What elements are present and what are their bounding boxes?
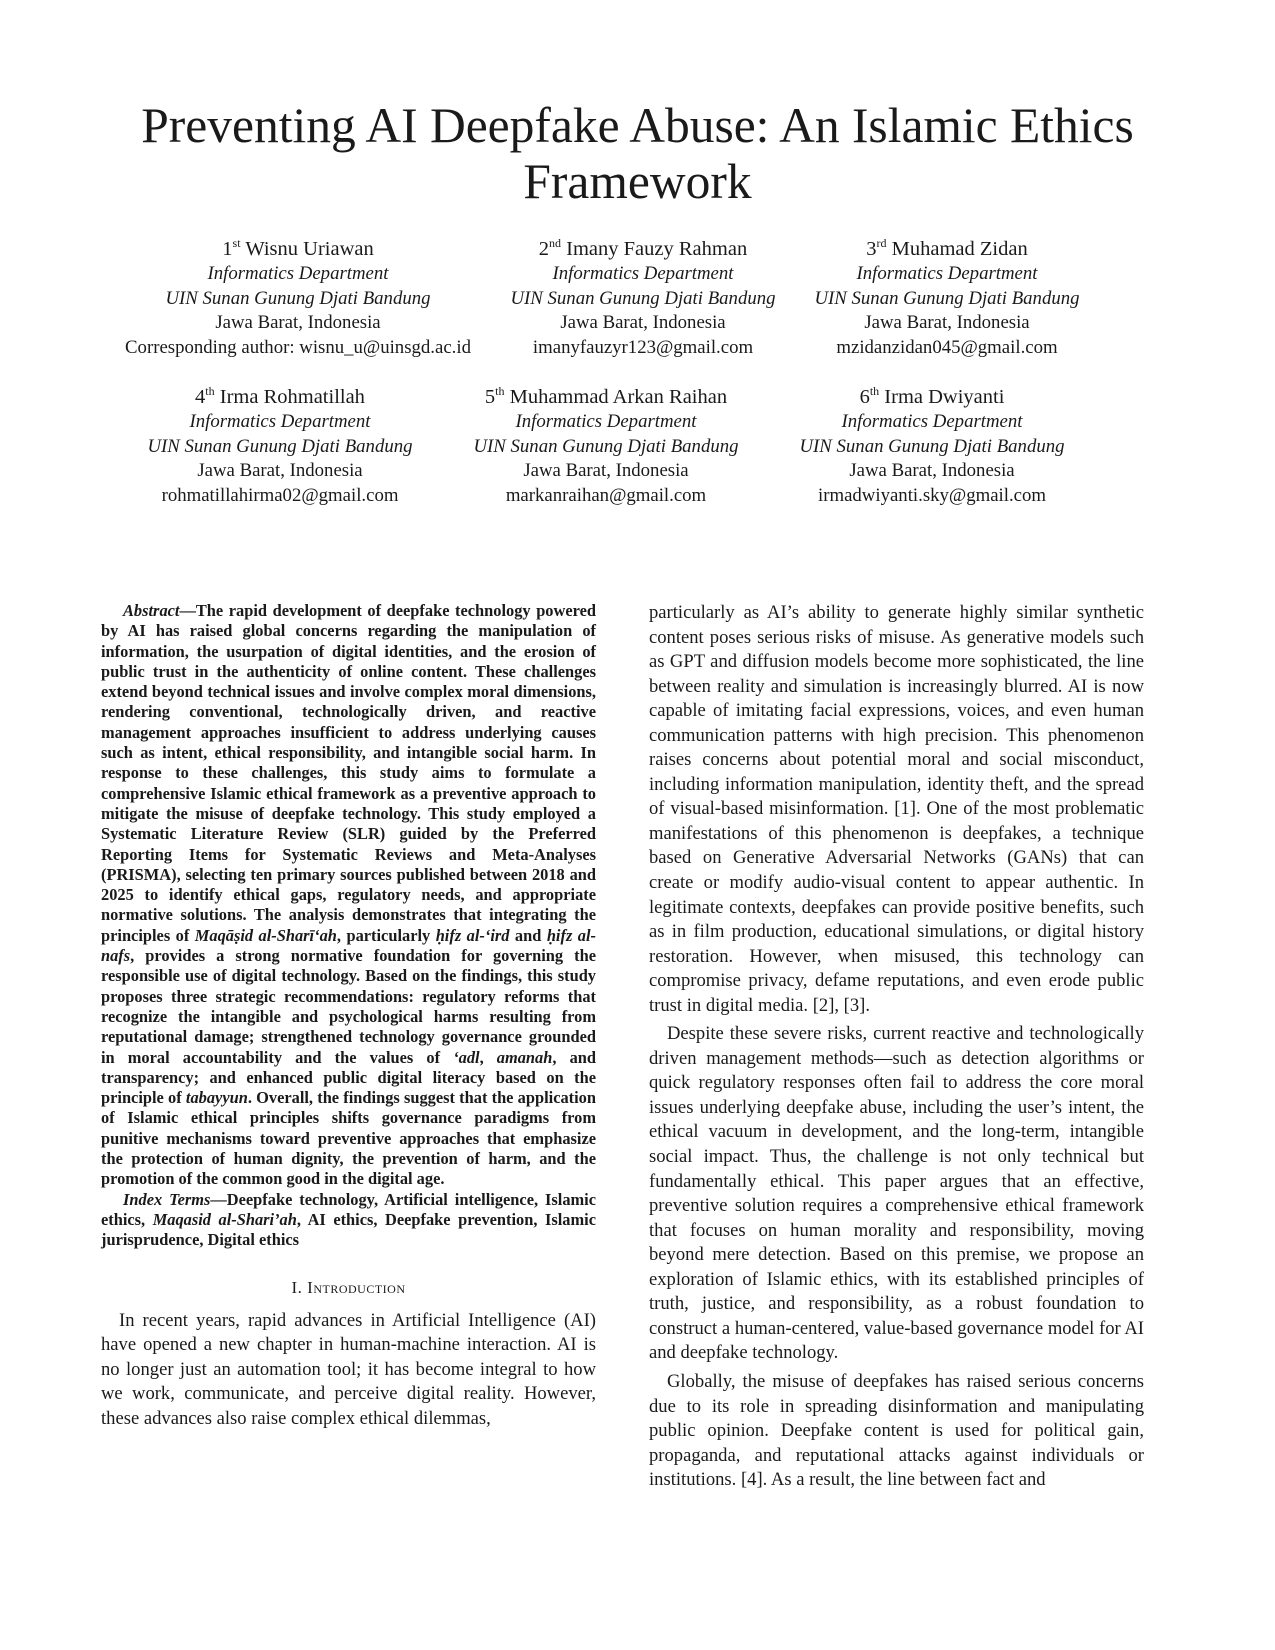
author-department: Informatics Department: [515, 411, 697, 432]
body-paragraph: particularly as AI’s ability to generate highly similar synthetic content poses serious risks of misuse. As generative models such as GPT and diffusion models become more sophisticated, the line between reality and simulation is increasingly blurred. AI is now capable of imitating facial expressions, voices, and even human communication patterns with high precision. This phenomenon raises concerns about potential moral and social misconduct, including information manipulation, identity theft, and the spread of visual-based misinformation. [1]. One of the most problematic manifestations of this phenomenon is deepfakes, a technique based on Generative Adversarial Networks (GANs) that can create or modify audio-visual content to appear authentic. In legitimate contexts, deepfakes can provide positive benefits, such as in film production, educational simulations, or digital history restoration. However, when misused, this technology can compromise privacy, defame reputations, and even erode public trust in digital media. [2], [3].: [649, 602, 1144, 1016]
author-2: 2nd Imany Fauzy Rahman Informatics Department UIN Sunan Gunung Djati Bandung Jawa Barat, Indonesia imanyfauzyr123@gmail.com: [453, 236, 833, 360]
index-terms-label: Index Terms: [123, 1189, 211, 1209]
author-department: Informatics Department: [552, 263, 734, 284]
section-heading: I. Introduction: [291, 1277, 406, 1297]
author-5: 5th Muhammad Arkan Raihan Informatics Department UIN Sunan Gunung Djati Bandung Jawa Barat, Indonesia markanraihan@gmail.com: [416, 384, 796, 508]
abstract: Abstract—The rapid development of deepfake technology powered by AI has raised global concerns regarding the manipulation of information, the usurpation of digital identities, and the erosion of public trust in the authenticity of online content. These challenges extend beyond technical issues and involve complex moral dimensions, rendering conventional, technologically driven, and reactive management approaches insufficient to address underlying causes such as intent, ethical responsibility, and intangible social harm. In response to these challenges, this study aims to formulate a comprehensive Islamic ethical framework as a preventive approach to mitigate the misuse of deepfake technology. This study employed a Systematic Literature Review (SLR) guided by the Preferred Reporting Items for Systematic Reviews and Meta-Analyses (PRISMA), selecting ten primary sources published between 2018 and 2025 to identify ethical gaps, regulatory needs, and appropriate normative solutions. The analysis demonstrates that integrating the principles of Maqāṣid al-Sharīʻah, particularly ḥifz al-ʻird and ḥifz al-nafs, provides a strong normative foundation for governing the responsible use of digital technology. Based on the findings, this study proposes three strategic recommendations: regulatory reforms that recognize the intangible and psychological harms resulting from reputational damage; strengthened technology governance grounded in moral accountability and the values of ʻadl, amanah, and transparency; and enhanced public digital literacy based on the principle of tabayyun. Overall, the findings suggest that the application of Islamic ethical principles shifts governance paradigms from punitive mechanisms toward preventive approaches that emphasize the protection of human dignity, the prevention of harm, and the promotion of the common good in the digital age.: [101, 601, 597, 1189]
right-column: [649, 601, 1144, 1497]
author-institution: UIN Sunan Gunung Djati Bandung: [147, 435, 413, 457]
body-paragraph: In recent years, rapid advances in Artificial Intelligence (AI) have opened a new chapter in human-machine interaction. AI is no longer just an automation tool; it has become integral to how we work, communicate, and perceive digital reality. However, these advances also raise complex ethical dilemmas,: [101, 1309, 596, 1429]
author-6: 6th Irma Dwiyanti Informatics Department UIN Sunan Gunung Djati Bandung Jawa Barat, Indonesia irmadwiyanti.sky@gmail.com: [742, 384, 1122, 508]
author-department: Informatics Department: [207, 263, 389, 284]
author-location: Jawa Barat, Indonesia: [215, 312, 381, 334]
author-institution: UIN Sunan Gunung Djati Bandung: [473, 435, 739, 457]
author-department: Informatics Department: [841, 411, 1023, 432]
author-contact: irmadwiyanti.sky@gmail.com: [817, 484, 1047, 506]
author-institution: UIN Sunan Gunung Djati Bandung: [799, 435, 1065, 457]
author-name: Irma Rohmatillah: [219, 386, 365, 408]
author-name: Irma Dwiyanti: [884, 386, 1005, 408]
author-contact: markanraihan@gmail.com: [505, 484, 707, 506]
author-location: Jawa Barat, Indonesia: [523, 460, 689, 482]
author-contact: mzidanzidan045@gmail.com: [836, 336, 1058, 358]
author-name: Muhammad Arkan Raihan: [509, 386, 728, 408]
index-terms: Index Terms—Deepfake technology, Artificial intelligence, Islamic ethics, Maqasid al-Shari’ah, AI ethics, Deepfake prevention, Islamic jurisprudence, Digital ethics: [101, 1189, 596, 1250]
author-name: Imany Fauzy Rahman: [566, 238, 748, 260]
paper-title: Preventing AI Deepfake Abuse: An Islamic Ethics Framework: [141, 98, 1134, 209]
author-institution: UIN Sunan Gunung Djati Bandung: [510, 287, 776, 309]
author-location: Jawa Barat, Indonesia: [849, 460, 1015, 482]
author-4: 4th Irma Rohmatillah Informatics Department UIN Sunan Gunung Djati Bandung Jawa Barat, Indonesia rohmatillahirma02@gmail.com: [90, 384, 470, 508]
author-name: Wisnu Uriawan: [245, 238, 374, 260]
author-1: 1st Wisnu Uriawan Informatics Department UIN Sunan Gunung Djati Bandung Jawa Barat, Indonesia Corresponding author: wisnu_u@uinsgd.ac.id: [108, 236, 488, 360]
author-institution: UIN Sunan Gunung Djati Bandung: [165, 287, 431, 309]
author-contact: Corresponding author: wisnu_u@uinsgd.ac.id: [125, 336, 471, 358]
author-location: Jawa Barat, Indonesia: [560, 312, 726, 334]
body-paragraph: Globally, the misuse of deepfakes has raised serious concerns due to its role in spreading disinformation and manipulating public opinion. Deepfake content is used for political gain, propaganda, and reputational attacks against individuals or institutions. [4]. As a result, the line between fact and: [649, 1370, 1144, 1491]
left-column: [101, 601, 596, 1431]
body-paragraph: Despite these severe risks, current reactive and technologically driven management methods—such as detection algorithms or quick regulatory responses often fail to address the core moral issues underlying deepfake abuse, including the user’s intent, the ethical vacuum in development, and the long-term, intangible social impact. Thus, the challenge is not only technical but fundamentally ethical. This paper argues that an effective, preventive solution requires a comprehensive ethical framework that focuses on human morality and responsibility, moving beyond mere detection. Based on this premise, we propose an exploration of Islamic ethics, with its established principles of truth, justice, and responsibility, as a robust foundation to construct a human-centered, value-based governance model for AI and deepfake technology.: [649, 1023, 1144, 1364]
author-location: Jawa Barat, Indonesia: [864, 312, 1030, 334]
author-institution: UIN Sunan Gunung Djati Bandung: [814, 287, 1080, 309]
author-department: Informatics Department: [189, 411, 371, 432]
author-contact: rohmatillahirma02@gmail.com: [161, 484, 399, 506]
author-department: Informatics Department: [856, 263, 1038, 284]
author-3: 3rd Muhamad Zidan Informatics Department UIN Sunan Gunung Djati Bandung Jawa Barat, Indonesia mzidanzidan045@gmail.com: [757, 236, 1137, 360]
author-location: Jawa Barat, Indonesia: [197, 460, 363, 482]
author-contact: imanyfauzyr123@gmail.com: [532, 336, 754, 358]
abstract-label: Abstract: [123, 601, 180, 620]
author-name: Muhamad Zidan: [891, 238, 1028, 260]
